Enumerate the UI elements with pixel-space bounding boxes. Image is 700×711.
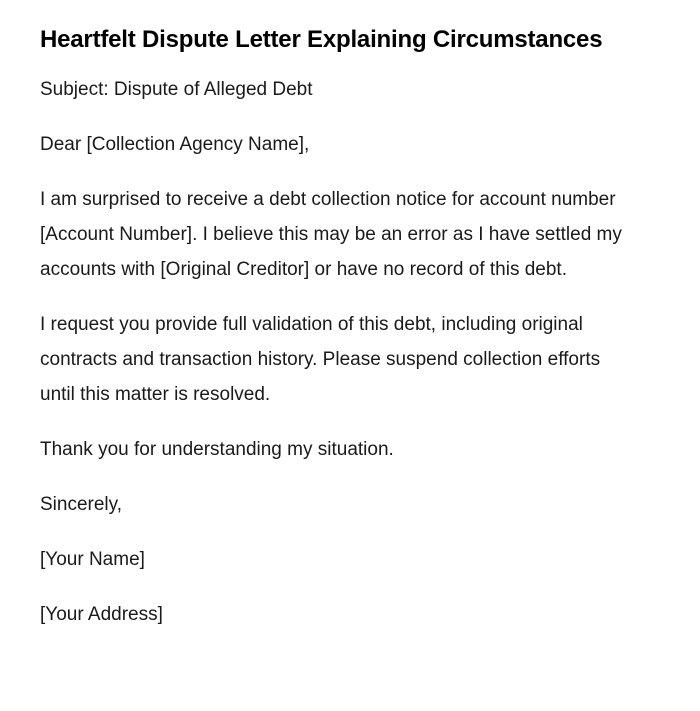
letter-body-paragraph-1: I am surprised to receive a debt collection notice for account number [Account Number]. I believe this may be an error as I have settled my accounts with [Original Creditor] or have no record of this debt.: [40, 189, 622, 280]
signature-name: [Your Name]: [40, 549, 145, 570]
letter-closing: Sincerely,: [40, 494, 123, 515]
letter-subject: Subject: Dispute of Alleged Debt: [40, 79, 313, 100]
signature-address: [Your Address]: [40, 604, 163, 625]
letter-salutation: Dear [Collection Agency Name],: [40, 134, 310, 155]
letter-thanks: Thank you for understanding my situation.: [40, 439, 394, 460]
letter-title: Heartfelt Dispute Letter Explaining Circumstances: [40, 26, 603, 53]
letter-body-paragraph-2: I request you provide full validation of this debt, including original contracts and transaction history. Please suspend collection efforts until this matter is resolved.: [40, 314, 601, 405]
